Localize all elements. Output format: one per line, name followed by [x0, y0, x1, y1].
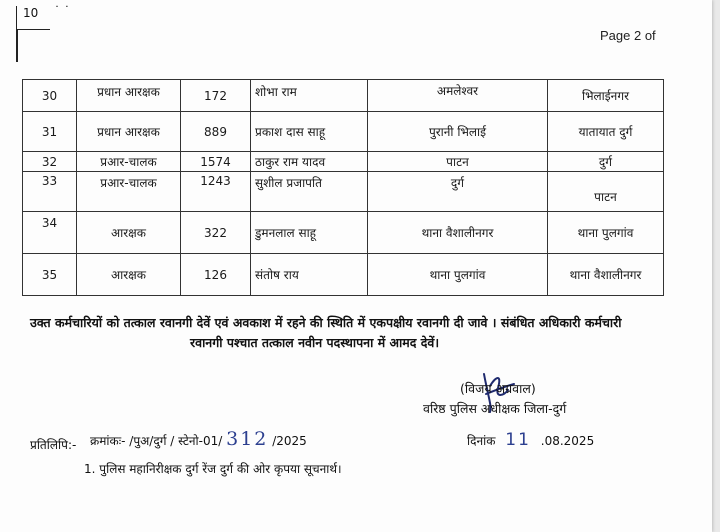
table-row [23, 152, 664, 172]
copy-to-label: प्रतिलिपि:- [30, 438, 77, 452]
serial-cell: 33 [23, 172, 77, 212]
serial-cell: 35 [23, 254, 77, 296]
serial-cell: 34 [23, 212, 77, 254]
name-cell: सुशील प्रजापति [251, 172, 368, 212]
corner-dots: ˙ ˙ [54, 4, 70, 18]
to-cell: दुर्ग [548, 152, 664, 172]
transfer-table [22, 79, 664, 296]
from-cell: थाना वैशालीनगर [368, 212, 548, 254]
instruction-line-2: रवानगी पश्चात तत्काल नवीन पदस्थापना में आमद देवें। [190, 335, 440, 350]
to-cell: यातायात दुर्ग [548, 112, 664, 152]
page-number-label: Page 2 of [600, 28, 656, 43]
order-year: /2025 [272, 434, 307, 448]
rank-cell: आरक्षक [77, 254, 181, 296]
order-prefix: क्रमांकः- /पुअ/दुर्ग / स्टेनो-01/ [90, 434, 223, 448]
order-number-line [90, 428, 307, 450]
to-cell: थाना वैशालीनगर [548, 254, 664, 296]
rank-cell: प्रआर-चालक [77, 152, 181, 172]
from-cell: दुर्ग [368, 172, 548, 212]
number-cell: 126 [181, 254, 251, 296]
to-cell: पाटन [548, 172, 664, 212]
name-cell: ठाकुर राम यादव [251, 152, 368, 172]
from-cell: थाना पुलगांव [368, 254, 548, 296]
number-cell: 1574 [181, 152, 251, 172]
copy-to-item-1: 1. पुलिस महानिरीक्षक दुर्ग रेंज दुर्ग की ओर कृपया सूचनार्थ। [84, 462, 342, 476]
rank-cell: आरक्षक [77, 212, 181, 254]
number-cell: 1243 [181, 172, 251, 212]
name-cell: डुमनलाल साहू [251, 212, 368, 254]
to-cell: भिलाईनगर [548, 80, 664, 112]
number-cell: 889 [181, 112, 251, 152]
from-cell: पुरानी भिलाई [368, 112, 548, 152]
table-row [23, 212, 664, 254]
number-cell: 172 [181, 80, 251, 112]
from-cell: अमलेश्वर [368, 80, 548, 112]
date-rest: .08.2025 [540, 434, 595, 448]
instruction-line-1: उक्त कर्मचारियों को तत्काल रवानगी देवें एवं अवकाश में रहने की स्थिति में एकपक्षीय रवानगी दी जावे । संबंधित अधिकारी कर्मचारी [30, 315, 622, 330]
date-line [467, 430, 594, 450]
to-cell: थाना पुलगांव [548, 212, 664, 254]
name-cell: शोभा राम [251, 80, 368, 112]
rank-cell: प्रआर-चालक [77, 172, 181, 212]
page-corner-mark: 10 [16, 6, 50, 30]
serial-cell: 32 [23, 152, 77, 172]
signatory-name: (विजय अग्रवाल) [460, 381, 536, 396]
name-cell: संतोष राय [251, 254, 368, 296]
date-day-handwritten: 11 [505, 430, 531, 450]
table-row [23, 80, 664, 112]
number-cell: 322 [181, 212, 251, 254]
name-cell: प्रकाश दास साहू [251, 112, 368, 152]
table-row [23, 172, 664, 212]
margin-line [16, 30, 18, 62]
rank-cell: प्रधान आरक्षक [77, 80, 181, 112]
from-cell: पाटन [368, 152, 548, 172]
table-row [23, 254, 664, 296]
table-row [23, 112, 664, 152]
rank-cell: प्रधान आरक्षक [77, 112, 181, 152]
serial-cell: 31 [23, 112, 77, 152]
serial-cell: 30 [23, 80, 77, 112]
order-number-handwritten: 312 [226, 428, 269, 450]
date-label: दिनांक [467, 434, 496, 448]
signatory-title: वरिष्ठ पुलिस अधीक्षक जिला-दुर्ग [423, 401, 567, 416]
